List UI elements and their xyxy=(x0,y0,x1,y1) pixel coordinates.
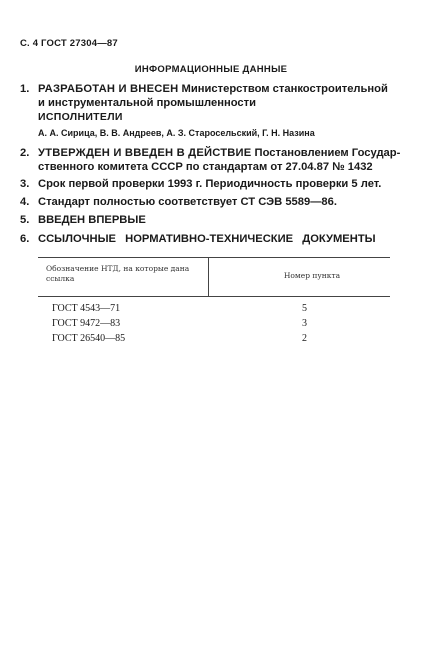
column-divider xyxy=(208,258,209,296)
info-item-2 xyxy=(20,146,405,174)
executors-heading: ИСПОЛНИТЕЛИ xyxy=(38,111,123,123)
cell-document: ГОСТ 9472—83 xyxy=(52,318,121,329)
cell-clause: 5 xyxy=(302,303,307,314)
item-number: 4. xyxy=(20,196,30,208)
item-text: Постановлением Государ- xyxy=(251,147,401,159)
item-label: УТВЕРЖДЕН И ВВЕДЕН В ДЕЙСТВИЕ xyxy=(38,147,252,159)
column-header-document: Обозначение НТД, на которые дана ссылка xyxy=(46,264,190,283)
item-text: Срок первой проверки 1993 г. Периодичность проверки 5 лет. xyxy=(38,178,382,190)
item-text: Стандарт полностью соответствует СТ СЭВ 5589—86. xyxy=(38,196,337,208)
cell-document: ГОСТ 26540—85 xyxy=(52,333,126,344)
executors-list: А. А. Сирица, В. В. Андреев, А. З. Старосельский, Г. Н. Назина xyxy=(38,128,315,138)
info-item-3 xyxy=(20,177,405,191)
item-text: Министерством станкостроительной xyxy=(178,83,388,95)
info-item-5 xyxy=(20,213,405,227)
table-row xyxy=(38,303,390,318)
section-title: ИНФОРМАЦИОННЫЕ ДАННЫЕ xyxy=(134,64,288,75)
cell-clause: 3 xyxy=(302,318,307,329)
item-text: ССЫЛОЧНЫЕ НОРМАТИВНО-ТЕХНИЧЕСКИЕ ДОКУМЕНТЫ xyxy=(38,233,376,245)
item-number: 5. xyxy=(20,214,30,226)
item-number: 3. xyxy=(20,178,30,190)
table-row xyxy=(38,318,390,333)
table-row xyxy=(38,333,390,348)
item-number: 2. xyxy=(20,147,30,159)
item-text-cont: ственного комитета СССР по стандартам от 27.04.87 № 1432 xyxy=(38,161,373,173)
item-number: 6. xyxy=(20,233,30,245)
info-item-1 xyxy=(20,82,405,110)
item-label: РАЗРАБОТАН И ВНЕСЕН xyxy=(38,83,179,95)
table-header xyxy=(38,257,390,297)
info-item-4 xyxy=(20,195,405,209)
item-number: 1. xyxy=(20,83,30,95)
cell-clause: 2 xyxy=(302,333,307,344)
item-text-cont: и инструментальной промышленности xyxy=(38,97,256,109)
table-body xyxy=(38,297,390,348)
references-table xyxy=(38,257,390,348)
info-item-6 xyxy=(20,232,405,246)
page-header: С. 4 ГОСТ 27304—87 xyxy=(20,38,118,49)
column-header-clause: Номер пункта xyxy=(283,271,341,280)
item-text: ВВЕДЕН ВПЕРВЫЕ xyxy=(38,214,146,226)
cell-document: ГОСТ 4543—71 xyxy=(52,303,121,314)
